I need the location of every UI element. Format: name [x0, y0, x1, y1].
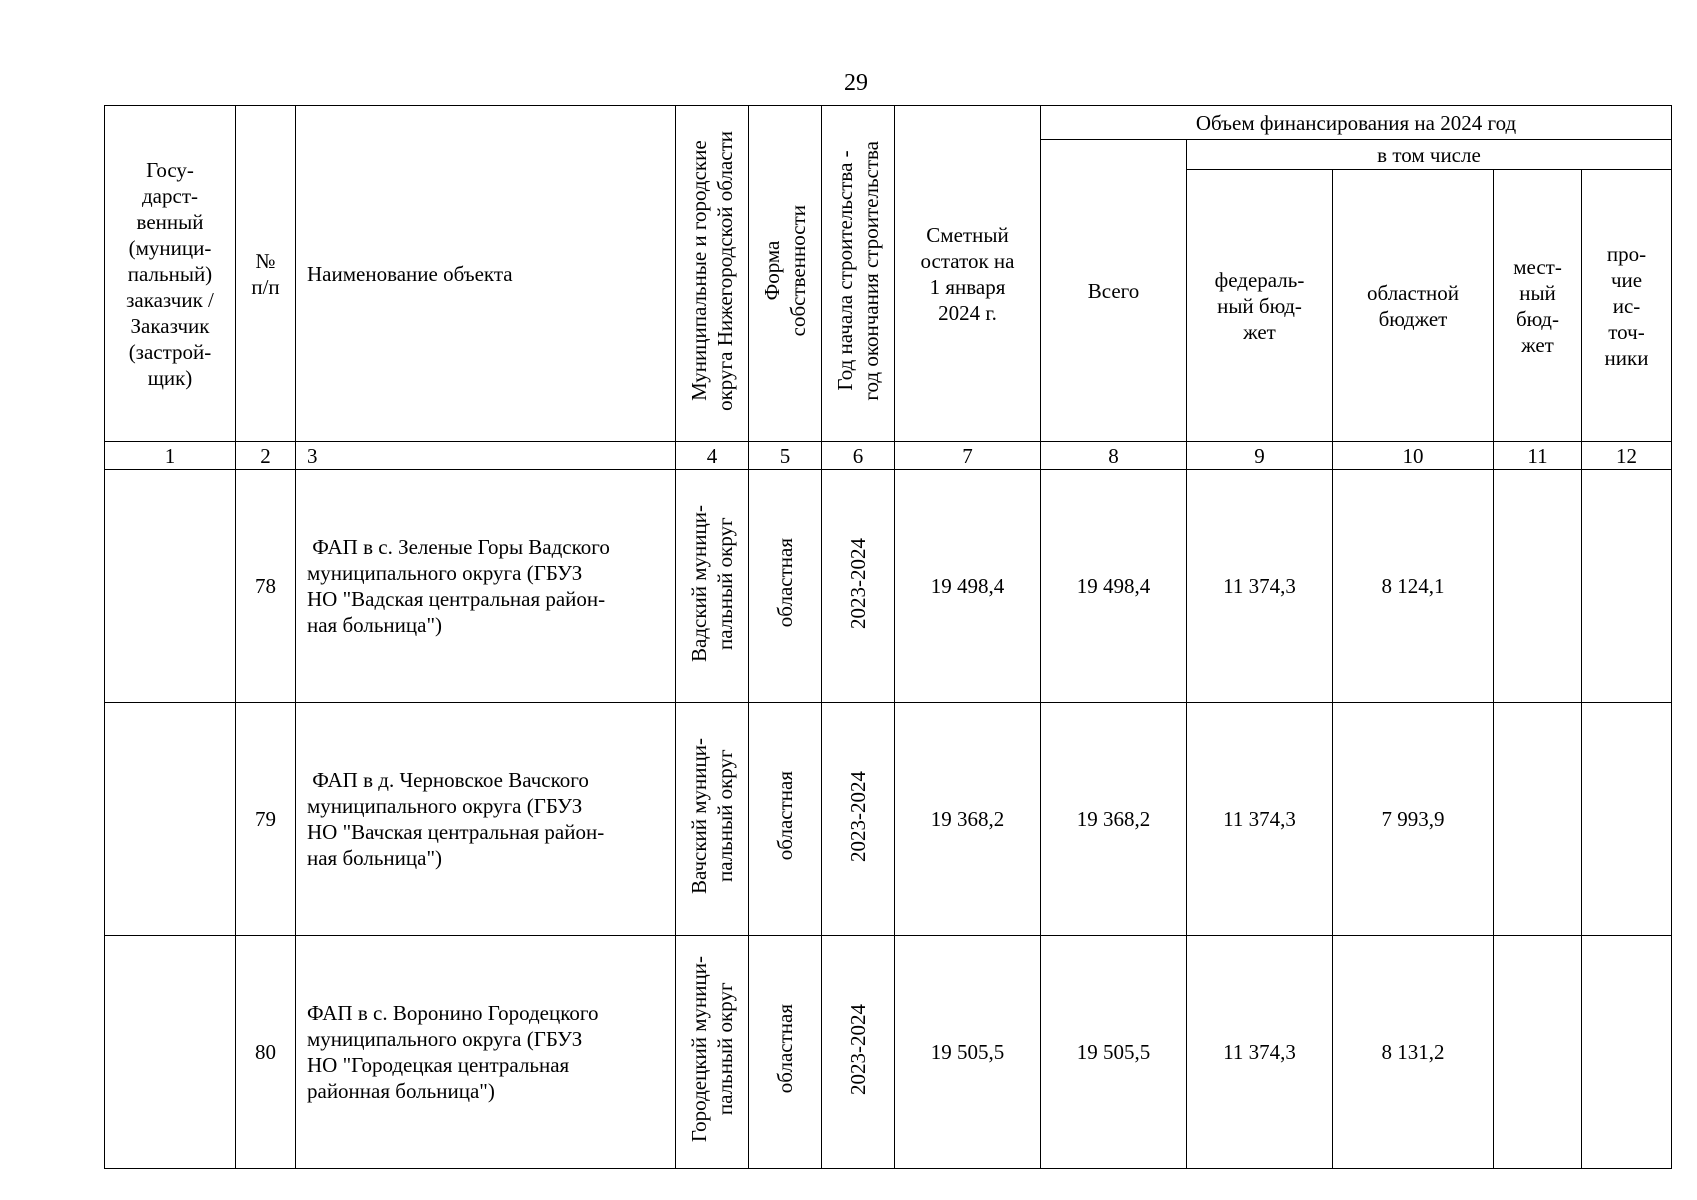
header-other: про- чие ис- точ- ники: [1582, 170, 1672, 442]
header-ownership: Форма собственности: [749, 106, 822, 442]
estimate-cell: 19 498,4: [895, 470, 1041, 703]
column-number: 11: [1494, 442, 1582, 470]
years-cell: 2023-2024: [822, 470, 895, 703]
column-number: 4: [676, 442, 749, 470]
header-local: мест- ный бюд- жет: [1494, 170, 1582, 442]
header-federal: федераль- ный бюд- жет: [1187, 170, 1333, 442]
customer-cell: [105, 936, 236, 1169]
construction-financing-table: [104, 105, 1672, 1169]
column-number: 8: [1041, 442, 1187, 470]
column-number: 2: [236, 442, 296, 470]
object-name-cell: ФАП в с. Воронино Городецкого муниципального округа (ГБУЗ НО "Городецкая центральная районная больница"): [296, 936, 676, 1169]
federal-cell: 11 374,3: [1187, 470, 1333, 703]
object-name-cell: ФАП в д. Черновское Вачского муниципального округа (ГБУЗ НО "Вачская центральная район- ная больница"): [296, 703, 676, 936]
customer-cell: [105, 703, 236, 936]
row-number-cell: 79: [236, 703, 296, 936]
column-number-row: [105, 442, 1672, 470]
estimate-cell: 19 505,5: [895, 936, 1041, 1169]
header-estimate: Сметный остаток на 1 января 2024 г.: [895, 106, 1041, 442]
header-number: № п/п: [236, 106, 296, 442]
header-customer: Госу- дарст- венный (муници- пальный) заказчик / Заказчик (застрой- щик): [105, 106, 236, 442]
federal-cell: 11 374,3: [1187, 936, 1333, 1169]
column-number: 3: [296, 442, 676, 470]
district-cell: Вадский муници- пальный округ: [676, 470, 749, 703]
total-cell: 19 505,5: [1041, 936, 1187, 1169]
other-cell: [1582, 936, 1672, 1169]
column-number: 9: [1187, 442, 1333, 470]
row-number-cell: 78: [236, 470, 296, 703]
header-years: Год начала строительства - год окончания строительства: [822, 106, 895, 442]
local-cell: [1494, 936, 1582, 1169]
header-regional: областной бюджет: [1333, 170, 1494, 442]
years-cell: 2023-2024: [822, 936, 895, 1169]
estimate-cell: 19 368,2: [895, 703, 1041, 936]
other-cell: [1582, 703, 1672, 936]
table-row: [105, 936, 1672, 1169]
table-row: [105, 703, 1672, 936]
local-cell: [1494, 703, 1582, 936]
column-number: 6: [822, 442, 895, 470]
page-number: 29: [844, 70, 868, 96]
ownership-cell: областная: [749, 936, 822, 1169]
column-number: 7: [895, 442, 1041, 470]
header-object-name: Наименование объекта: [296, 106, 676, 442]
column-number: 10: [1333, 442, 1494, 470]
header-funding-group: Объем финансирования на 2024 год: [1041, 106, 1672, 140]
regional-cell: 8 124,1: [1333, 470, 1494, 703]
regional-cell: 7 993,9: [1333, 703, 1494, 936]
local-cell: [1494, 470, 1582, 703]
column-number: 12: [1582, 442, 1672, 470]
years-cell: 2023-2024: [822, 703, 895, 936]
column-number: 5: [749, 442, 822, 470]
total-cell: 19 498,4: [1041, 470, 1187, 703]
district-cell: Вачский муници- пальный округ: [676, 703, 749, 936]
ownership-cell: областная: [749, 703, 822, 936]
ownership-cell: областная: [749, 470, 822, 703]
row-number-cell: 80: [236, 936, 296, 1169]
customer-cell: [105, 470, 236, 703]
header-total: Всего: [1041, 140, 1187, 442]
header-including-group: в том числе: [1187, 140, 1672, 170]
table-row: [105, 470, 1672, 703]
other-cell: [1582, 470, 1672, 703]
header-district: Муниципальные и городские округа Нижегородской области: [676, 106, 749, 442]
federal-cell: 11 374,3: [1187, 703, 1333, 936]
regional-cell: 8 131,2: [1333, 936, 1494, 1169]
district-cell: Городецкий муници- пальный округ: [676, 936, 749, 1169]
column-number: 1: [105, 442, 236, 470]
total-cell: 19 368,2: [1041, 703, 1187, 936]
object-name-cell: ФАП в с. Зеленые Горы Вадского муниципального округа (ГБУЗ НО "Вадская центральная район- ная больница"): [296, 470, 676, 703]
